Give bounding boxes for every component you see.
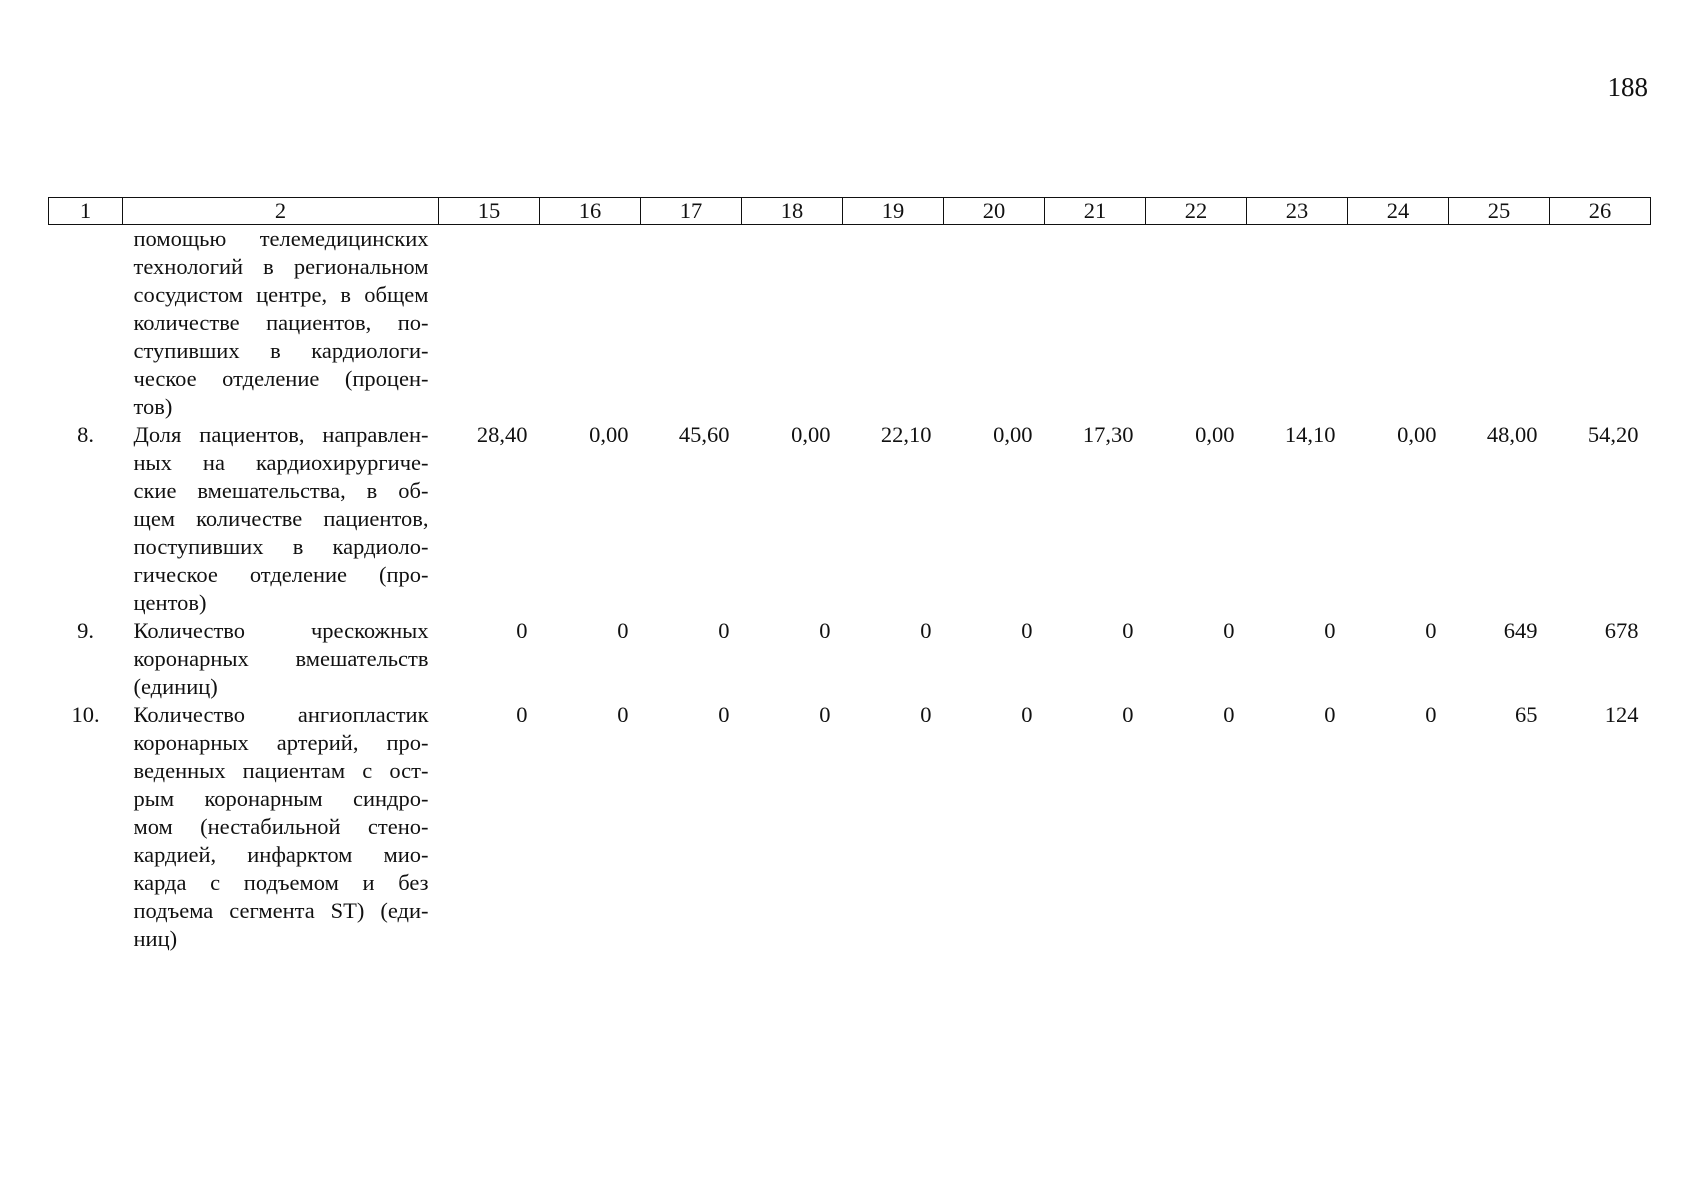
value-cell: 0,00	[1195, 422, 1235, 447]
value-cell	[1045, 225, 1146, 422]
row-number: 10.	[71, 702, 100, 727]
indicator-description	[123, 421, 439, 617]
value-cell: 0,00	[1397, 422, 1437, 447]
value-cell: 0	[920, 618, 932, 643]
value-cell	[1550, 225, 1651, 422]
value-cell: 0	[718, 702, 730, 727]
value-cell: 0	[1021, 618, 1033, 643]
column-header: 23	[1247, 198, 1348, 225]
description-line: технологий в региональном	[133, 254, 429, 279]
value-cell: 0,00	[589, 422, 629, 447]
indicator-description	[123, 225, 439, 422]
column-header: 18	[742, 198, 843, 225]
header-row	[49, 198, 1651, 225]
column-header: 26	[1550, 198, 1651, 225]
value-cell	[1247, 225, 1348, 422]
description-line: щем количестве пациентов,	[133, 506, 429, 531]
description-line: рым коронарным синдро-	[133, 786, 429, 811]
row-number	[49, 225, 123, 422]
column-header: 25	[1449, 198, 1550, 225]
value-cell: 0	[1223, 618, 1235, 643]
value-cell: 678	[1604, 618, 1639, 643]
value-cell	[944, 225, 1045, 422]
column-header: 1	[49, 198, 123, 225]
table-body	[49, 225, 1651, 954]
column-header: 24	[1348, 198, 1449, 225]
value-cell: 124	[1604, 702, 1639, 727]
description-line: помощью телемедицинских	[133, 226, 429, 251]
value-cell: 54,20	[1587, 422, 1639, 447]
description-line: количестве пациентов, по-	[133, 310, 429, 335]
value-cell: 0	[1425, 618, 1437, 643]
value-cell	[641, 225, 742, 422]
value-cell: 0	[1324, 702, 1336, 727]
column-header: 20	[944, 198, 1045, 225]
column-header: 16	[540, 198, 641, 225]
description-line: мом (нестабильной стено-	[133, 814, 429, 839]
row-number: 8.	[77, 422, 94, 447]
value-cell	[1146, 225, 1247, 422]
value-cell: 45,60	[678, 422, 730, 447]
table-row	[49, 701, 1651, 953]
value-cell: 0,00	[993, 422, 1033, 447]
value-cell: 17,30	[1082, 422, 1134, 447]
indicators-table	[48, 197, 1651, 953]
value-cell: 0	[1122, 702, 1134, 727]
row-number: 9.	[77, 618, 94, 643]
value-cell	[1348, 225, 1449, 422]
table-row	[49, 617, 1651, 701]
description-line: подъема сегмента ST) (еди-	[133, 898, 429, 923]
value-cell: 0	[718, 618, 730, 643]
value-cell: 22,10	[880, 422, 932, 447]
description-line: Количество ангиопластик	[133, 702, 429, 727]
column-header: 2	[123, 198, 439, 225]
description-line: Количество чрескожных	[133, 618, 429, 643]
description-line: гическое отделение (про-	[133, 562, 429, 587]
description-line: тов)	[133, 394, 173, 419]
column-header: 19	[843, 198, 944, 225]
value-cell: 65	[1515, 702, 1538, 727]
indicator-description	[123, 701, 439, 953]
table-row	[49, 225, 1651, 422]
description-line: коронарных вмешательств	[133, 646, 429, 671]
value-cell: 0	[1425, 702, 1437, 727]
value-cell: 0	[920, 702, 932, 727]
description-line: ных на кардиохирургиче-	[133, 450, 429, 475]
description-line: (единиц)	[133, 674, 218, 699]
column-header: 17	[641, 198, 742, 225]
column-header: 15	[439, 198, 540, 225]
column-header: 22	[1146, 198, 1247, 225]
value-cell: 14,10	[1284, 422, 1336, 447]
description-line: кардией, инфарктом мио-	[133, 842, 429, 867]
description-line: коронарных артерий, про-	[133, 730, 429, 755]
value-cell: 0	[1324, 618, 1336, 643]
description-line: ские вмешательства, в об-	[133, 478, 429, 503]
value-cell: 0,00	[791, 422, 831, 447]
description-line: ческое отделение (процен-	[133, 366, 429, 391]
value-cell: 0	[1223, 702, 1235, 727]
table-header	[49, 198, 1651, 225]
value-cell: 0	[516, 702, 528, 727]
value-cell	[742, 225, 843, 422]
value-cell: 28,40	[476, 422, 528, 447]
description-line: центов)	[133, 590, 207, 615]
value-cell: 0	[819, 618, 831, 643]
value-cell: 0	[617, 702, 629, 727]
value-cell: 0	[1122, 618, 1134, 643]
indicator-description	[123, 617, 439, 701]
description-line: ниц)	[133, 926, 178, 951]
description-line: Доля пациентов, направлен-	[133, 422, 429, 447]
value-cell	[540, 225, 641, 422]
description-line: ступивших в кардиологи-	[133, 338, 429, 363]
value-cell	[1449, 225, 1550, 422]
description-line: карда с подъемом и без	[133, 870, 429, 895]
column-header: 21	[1045, 198, 1146, 225]
value-cell: 0	[819, 702, 831, 727]
description-line: веденных пациентам с ост-	[133, 758, 429, 783]
page-number: 188	[1607, 72, 1648, 102]
value-cell	[843, 225, 944, 422]
value-cell: 0	[516, 618, 528, 643]
value-cell: 0	[617, 618, 629, 643]
value-cell	[439, 225, 540, 422]
value-cell: 48,00	[1486, 422, 1538, 447]
value-cell: 649	[1503, 618, 1538, 643]
description-line: поступивших в кардиоло-	[133, 534, 429, 559]
value-cell: 0	[1021, 702, 1033, 727]
description-line: сосудистом центре, в общем	[133, 282, 429, 307]
table-row	[49, 421, 1651, 617]
